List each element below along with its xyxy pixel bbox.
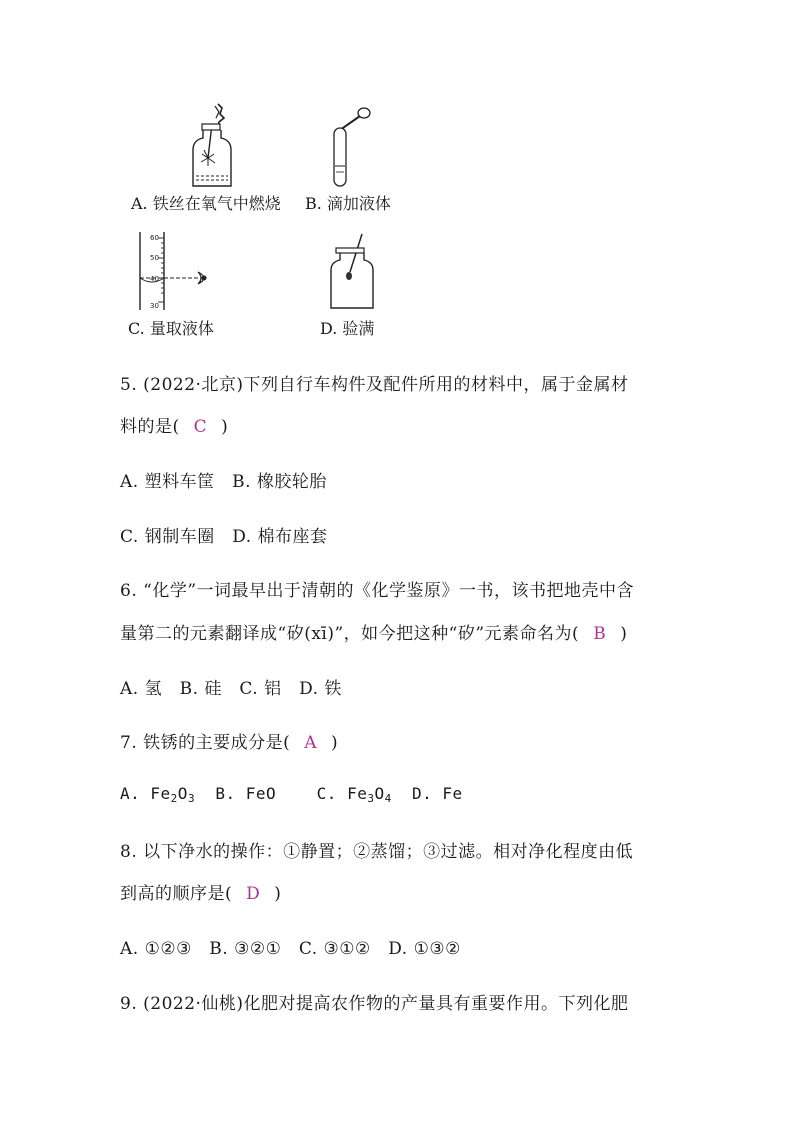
question-5-line-1: 5. (2022·北京)下列自行车构件及配件所用的材料中，属于金属材 bbox=[120, 375, 629, 395]
question-7-options: A. $Fe_2O_3$ B. FeO C. $Fe_3O_4$ D. Fe bbox=[120, 784, 463, 805]
answer-mark: A bbox=[304, 733, 318, 753]
iron-wire-burning-in-oxygen-bottle-icon bbox=[188, 100, 236, 192]
question-6-options: A. 氢 B. 硅 C. 铝 D. 铁 bbox=[120, 679, 342, 699]
figure-b-caption: B. 滴加液体 bbox=[305, 194, 391, 213]
answer-mark: D bbox=[246, 884, 261, 904]
figure-d-caption: D. 验满 bbox=[320, 319, 375, 338]
question-8-line-2: 到高的顺序是( D ) bbox=[120, 884, 282, 904]
question-5-options-1: A. 塑料车筐 B. 橡胶轮胎 bbox=[120, 472, 327, 492]
scale-label-30: 30 bbox=[150, 302, 159, 310]
answer-mark: B bbox=[593, 624, 607, 644]
dropper-over-test-tube-icon bbox=[326, 104, 374, 190]
scale-label-60: 60 bbox=[150, 234, 159, 242]
question-9-line-1: 9. (2022·仙桃)化肥对提高农作物的产量具有重要作用。下列化肥 bbox=[120, 994, 629, 1014]
scale-label-40: 40 bbox=[150, 275, 159, 283]
figure-a-caption: A. 铁丝在氧气中燃烧 bbox=[131, 194, 281, 213]
answer-mark: C bbox=[193, 417, 208, 437]
question-7-line-1: 7. 铁锈的主要成分是( A ) bbox=[120, 733, 339, 753]
figure-c-caption: C. 量取液体 bbox=[128, 319, 214, 338]
question-5-line-2: 料的是( C ) bbox=[120, 417, 229, 437]
question-5-options-2: C. 钢制车圈 D. 棉布座套 bbox=[120, 527, 328, 547]
question-6-line-2: 量第二的元素翻译成“矽(xī)”，如今把这种“矽”元素命名为( B ) bbox=[120, 624, 628, 644]
question-6-line-1: 6. “化学”一词最早出于清朝的《化学鉴原》一书，该书把地壳中含 bbox=[120, 581, 635, 601]
graduated-cylinder-eye-reading-icon bbox=[130, 230, 220, 314]
scale-label-50: 50 bbox=[150, 254, 159, 262]
question-8-options: A. ①②③ B. ③②① C. ③①② D. ①③② bbox=[120, 939, 461, 959]
question-8-line-1: 8. 以下净水的操作：①静置；②蒸馏；③过滤。相对净化程度由低 bbox=[120, 842, 634, 862]
gas-bottle-with-glowing-splint-icon bbox=[328, 232, 378, 312]
